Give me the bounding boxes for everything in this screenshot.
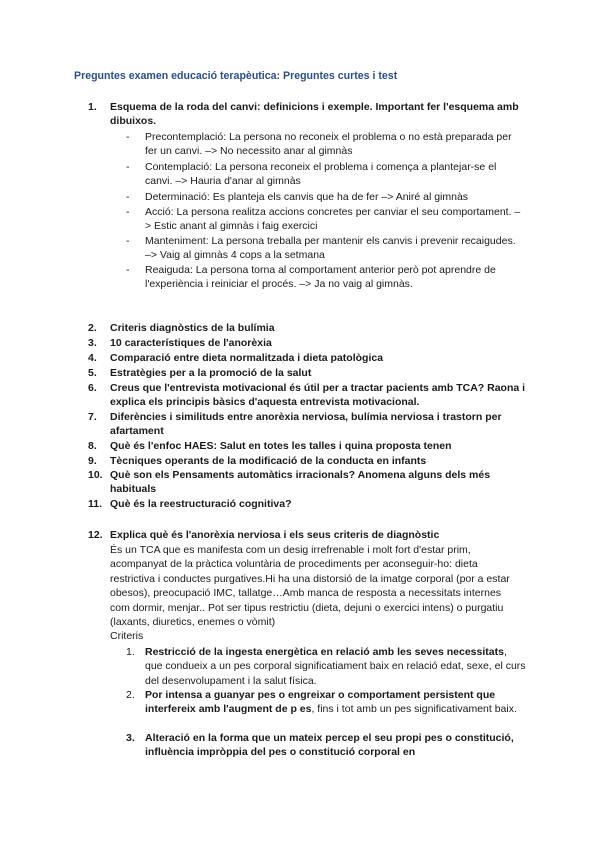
- criterion-number: 3.: [126, 732, 135, 744]
- question-11: [88, 497, 528, 511]
- criterion-number: 1.: [126, 646, 135, 658]
- document-title: Preguntes examen educació terapèutica: Preguntes curtes i test: [74, 70, 398, 82]
- question-6: [88, 381, 528, 410]
- question-number: 9.: [88, 455, 97, 467]
- question-1: [88, 100, 528, 129]
- criterion-3: [126, 731, 526, 760]
- stage-item-contemplation: [126, 160, 521, 189]
- question-text: Tècniques operants de la modificació de la conducta en infants: [110, 455, 427, 467]
- criterion-text: [145, 731, 526, 760]
- question-text: 10 característiques de l'anorèxia: [110, 337, 272, 349]
- criterion-1: [126, 645, 526, 688]
- question-2: [88, 321, 528, 335]
- question-number: 5.: [88, 367, 97, 379]
- question-12: [88, 528, 528, 542]
- question-number: 11.: [88, 498, 103, 510]
- question-10: [88, 468, 528, 497]
- question-number: 6.: [88, 382, 97, 394]
- criterion-bold: Alteració en la forma que un mateix percep el seu propi pes o constitució, influència impròppia del pes o constitució corporal en: [145, 732, 514, 759]
- criterion-bold: Restricció de la ingesta energètica en relació amb les seves necessitats: [145, 646, 504, 658]
- question-number: 7.: [88, 411, 97, 423]
- criteria-label: Criteris: [110, 630, 144, 642]
- stage-text: Acció: La persona realitza accions concretes per canviar el seu comportament. –> Estic anant al gimnàs i faig exercici: [145, 206, 521, 233]
- bullet-dash: -: [126, 235, 130, 247]
- question-text: Explica què és l'anorèxia nerviosa i els seus criteris de diagnòstic: [110, 529, 440, 541]
- question-number: 3.: [88, 337, 97, 349]
- criterion-rest: , fins i tot amb un pes significativament baix.: [311, 703, 517, 716]
- stage-item-relapse: [126, 263, 521, 292]
- question-4: [88, 351, 528, 365]
- stage-item-determination: [126, 190, 521, 204]
- question-text: Què és la reestructuració cognitiva?: [110, 498, 292, 510]
- stage-text: Precontemplació: La persona no reconeix el problema o no està preparada per fer un canvi. –> No necessito anar al gimnàs: [145, 131, 512, 158]
- question-9: [88, 454, 528, 468]
- question-text: Comparació entre dieta normalitzada i dieta patològica: [110, 352, 384, 364]
- stage-text: Manteniment: La persona treballa per mantenir els canvis i prevenir recaigudes. –> Vaig al gimnàs 4 cops a la setmana: [145, 235, 516, 262]
- criterion-text: [145, 645, 526, 688]
- question-text: Criteris diagnòstics de la bulímia: [110, 322, 275, 334]
- criterion-2: [126, 688, 526, 717]
- question-number: 4.: [88, 352, 97, 364]
- stage-text: Determinació: Es planteja els canvis que ha de fer –> Aniré al gimnàs: [145, 191, 469, 203]
- question-text: Esquema de la roda del canvi: definicions i exemple. Important fer l'esquema amb dibuixos.: [110, 101, 519, 128]
- bullet-dash: -: [126, 161, 130, 173]
- stage-item-action: [126, 205, 521, 234]
- stage-text: Contemplació: La persona reconeix el problema i comença a plantejar-se el canvi. –> Hauria d'anar al gimnàs: [145, 161, 497, 188]
- question-number: 2.: [88, 322, 97, 334]
- bullet-dash: -: [126, 264, 130, 276]
- stage-text: Reaiguda: La persona torna al comportament anterior però pot aprendre de l'experiència i reiniciar el procés. –> Ja no vaig al gimnàs.: [145, 264, 496, 291]
- criterion-rest: , que condueix a un pes corporal significatiament baix en relació edat, sexe, el curs del desenvolupament i la salut física.: [145, 646, 526, 687]
- question-text: Creus que l'entrevista motivacional és útil per a tractar pacients amb TCA? Raona i explica els principis bàsics d'aquesta entrevista motivacional.: [110, 382, 526, 409]
- criterion-text: [145, 688, 526, 717]
- criterion-number: 2.: [126, 689, 135, 701]
- question-number: 12.: [88, 529, 103, 541]
- question-text: Estratègies per a la promoció de la salut: [110, 367, 312, 379]
- question-text: Diferències i similituds entre anorèxia nerviosa, bulímia nerviosa i trastorn per afartament: [110, 411, 502, 438]
- question-number: 10.: [88, 469, 103, 481]
- bullet-dash: -: [126, 191, 130, 203]
- question-number: 8.: [88, 440, 97, 452]
- anorexia-definition: És un TCA que es manifesta com un desig irrefrenable i molt fort d'estar prim, acompanyat de la pràctica voluntària de procediments per aconseguir-ho: dieta restrictiva i conductes purgatives.Hi ha una distorsió de la imatge corporal (por a estar obesos), preocupació IMC, tallatge…Amb manca de resposta a necessitats internes com dormir, menjar.. Pot ser tipus restrictiu (dieta, dejuni o exercici intens) o purgatiu (laxants, diuretics, enemes o vòmit): [110, 544, 510, 629]
- question-number: 1.: [88, 101, 97, 113]
- question-text: Què son els Pensaments automàtics irracionals? Anomena alguns dels més habituals: [110, 469, 491, 496]
- question-5: [88, 366, 528, 380]
- bullet-dash: -: [126, 131, 130, 143]
- bullet-dash: -: [126, 206, 130, 218]
- question-3: [88, 336, 528, 350]
- stage-item-precontemplation: [126, 130, 521, 159]
- question-text: Què és l'enfoc HAES: Salut en totes les talles i quina proposta tenen: [110, 440, 452, 452]
- question-7: [88, 410, 528, 439]
- criterion-bold: Por intensa a guanyar pes o engreixar o comportament persistent que interfereix amb l'augment de p es: [145, 689, 496, 716]
- question-8: [88, 439, 528, 453]
- stage-item-maintenance: [126, 234, 521, 263]
